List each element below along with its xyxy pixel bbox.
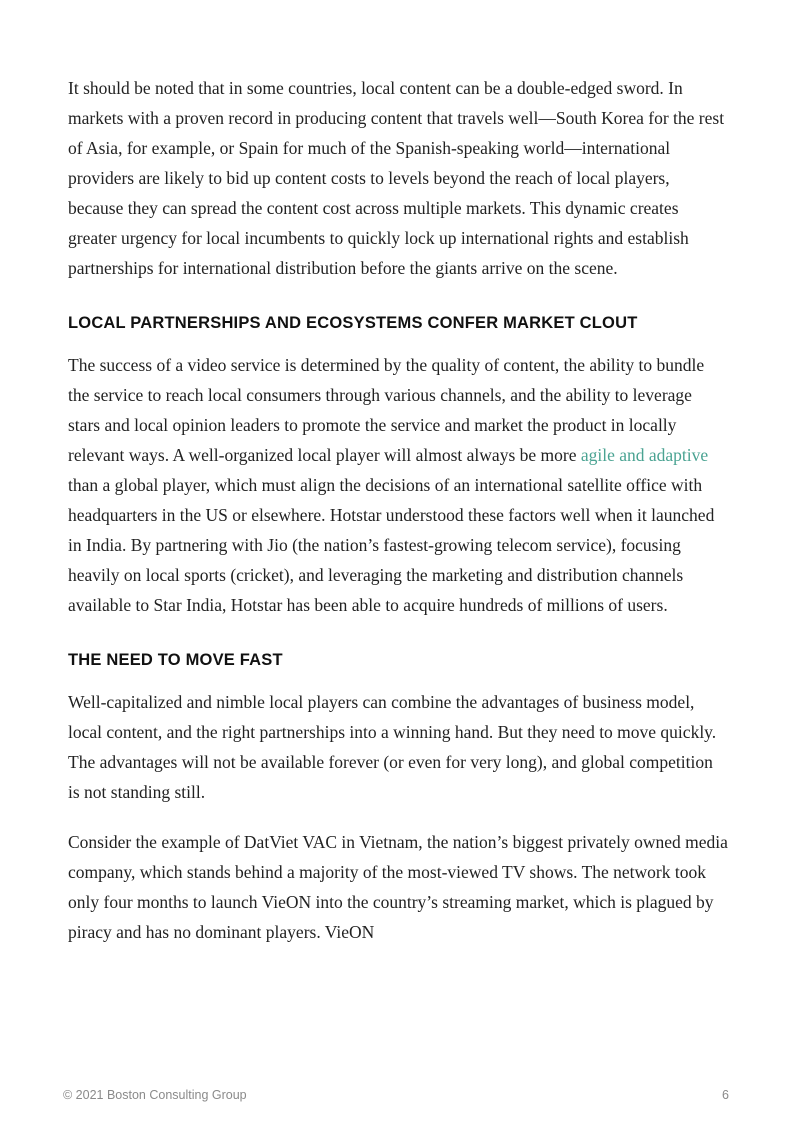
paragraph-video-service-success: [68, 350, 728, 620]
paragraph-capitalized-players: Well-capitalized and nimble local players can combine the advantages of business model, local content, and the right partnerships into a winning hand. But they need to move quickly. The advantages will not be available forever (or even for very long), and global competition is not standing still.: [68, 692, 717, 802]
page-footer: [63, 1088, 729, 1102]
heading-move-fast: THE NEED TO MOVE FAST: [68, 651, 283, 669]
paragraph-text-end: than a global player, which must align the decisions of an international satellite office with headquarters in the US or elsewhere. Hotstar understood these factors well when it launched in India. By partnering with Jio (the nation’s fastest-growing telecom service), focusing heavily on local sports (cricket), and leveraging the marketing and distribution channels available to Star India, Hotstar has been able to acquire hundreds of millions of users.: [68, 475, 715, 615]
page-number: 6: [722, 1088, 729, 1102]
heading-local-partnerships: LOCAL PARTNERSHIPS AND ECOSYSTEMS CONFER MARKET CLOUT: [68, 314, 638, 332]
paragraph-datviet-example: Consider the example of DatViet VAC in Vietnam, the nation’s biggest privately owned media company, which stands behind a majority of the most-viewed TV shows. The network took only four months to launch VieON into the country’s streaming market, which is plagued by piracy and has no dominant players. VieON: [68, 832, 728, 942]
copyright-text: © 2021 Boston Consulting Group: [63, 1088, 247, 1102]
paragraph-local-content: It should be noted that in some countries, local content can be a double-edged sword. In markets with a proven record in producing content that travels well—South Korea for the rest of Asia, for example, or Spain for much of the Spanish-speaking world—international providers are likely to bid up content costs to levels beyond the reach of local players, because they can spread the content cost across multiple markets. This dynamic creates greater urgency for local incumbents to quickly lock up international rights and establish partnerships for international distribution before the giants arrive on the scene.: [68, 78, 725, 278]
document-body: [68, 73, 728, 947]
paragraph-text-start: The success of a video service is determined by the quality of content, the ability to bundle the service to reach local consumers through various channels, and the ability to leverage stars and local opinion leaders to promote the service and market the product in locally relevant ways. A well-organized local player will almost always be more: [68, 355, 705, 465]
agile-adaptive-link[interactable]: agile and adaptive: [580, 445, 709, 465]
